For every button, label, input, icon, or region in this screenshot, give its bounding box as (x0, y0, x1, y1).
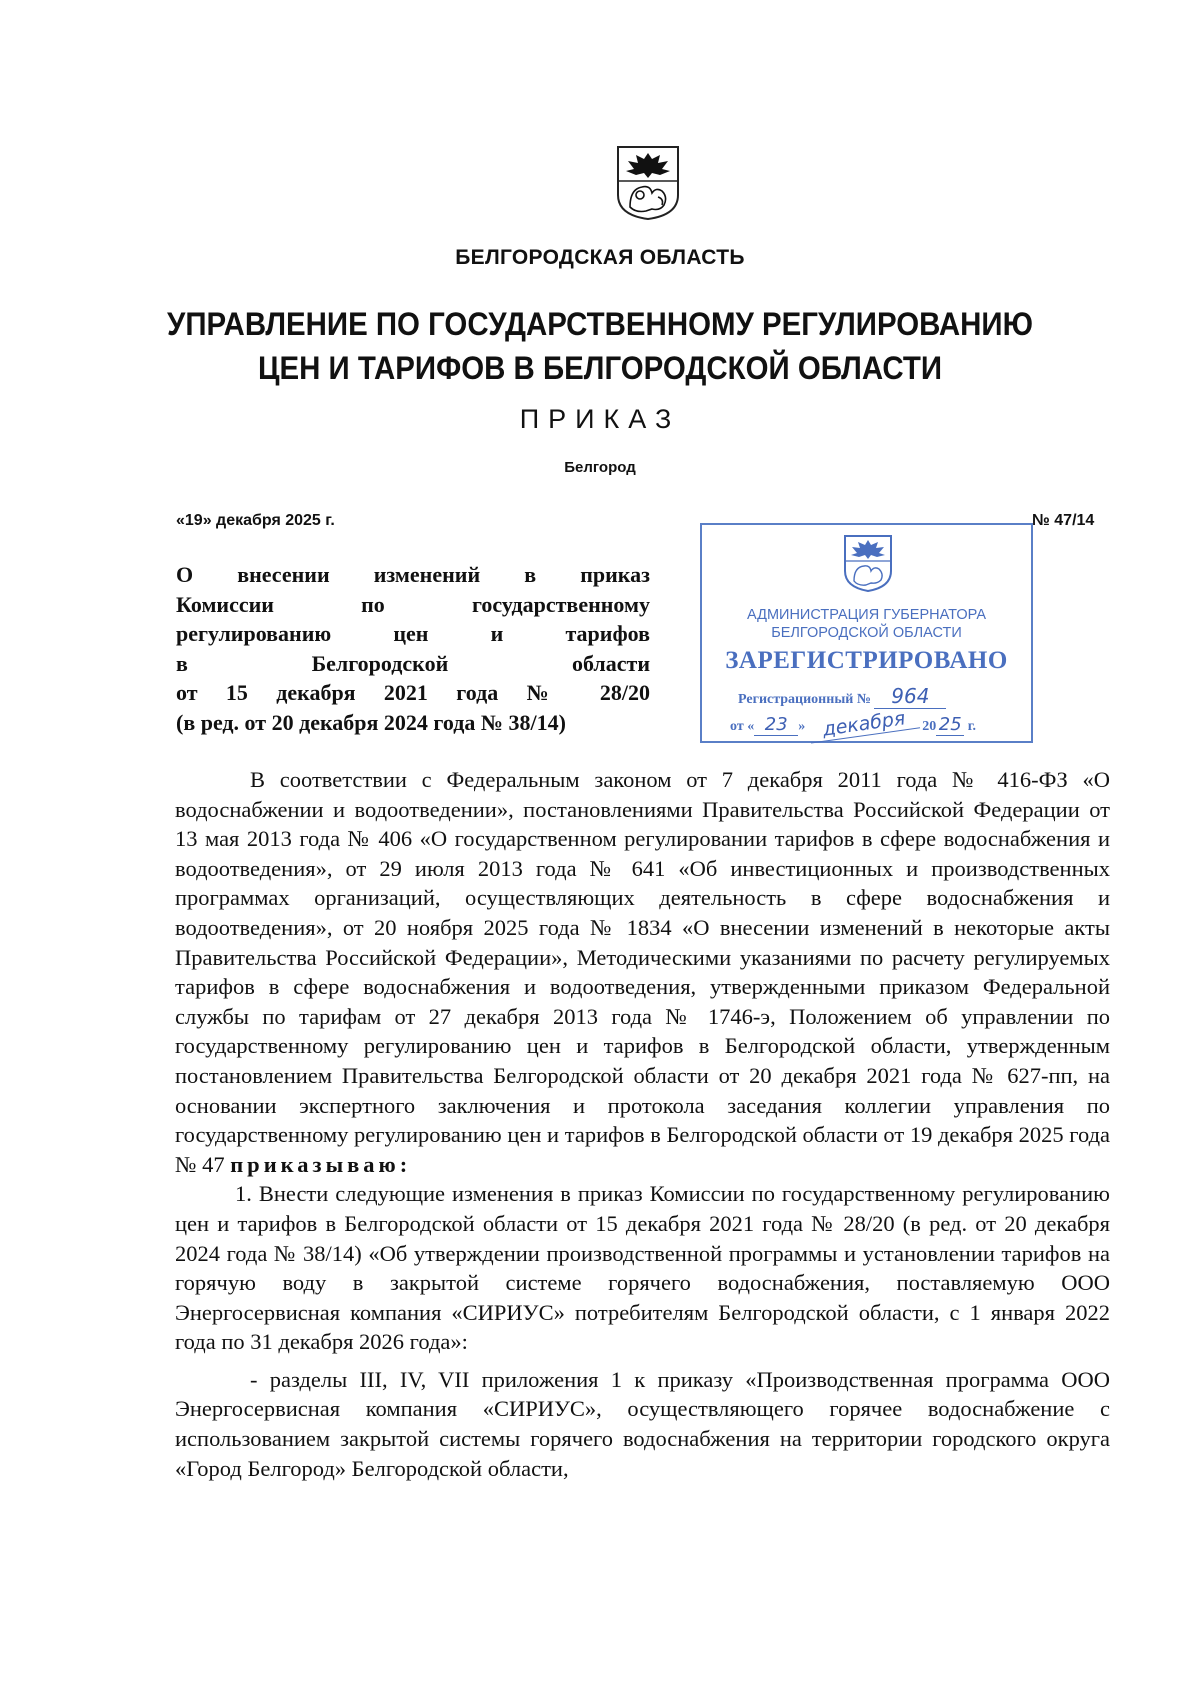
subject-line: регулированию цен и тарифов (176, 621, 650, 646)
stamp-reg-number: 964 (874, 684, 946, 709)
stamp-emblem-icon (842, 533, 894, 593)
subject-line: Комиссии по государственному (176, 591, 650, 617)
city: Белгород (564, 459, 636, 476)
subject-line: в Белгородской области (176, 650, 650, 676)
stamp-reg-label: Регистрационный № (738, 692, 871, 707)
region-title: БЕЛГОРОДСКАЯ ОБЛАСТЬ (455, 246, 745, 269)
stamp-year-suffix: г. (967, 719, 976, 734)
stamp-line1: АДМИНИСТРАЦИЯ ГУБЕРНАТОРА (746, 607, 987, 623)
preamble-text: В соответствии с Федеральным законом от 7 декабря 2011 года № 416-ФЗ «О водоснабжении и водоотведении», постановлениями Правительства Российской Федерации от 13 мая 2013 года № 406 «О государственном регулировании тарифов в сфере водоснабжения и водоотведения», от 29 июля 2013 года № 641 «Об инвестиционных и производственных программах организаций, осуществляющих деятельность в сфере водоснабжения и водоотведения», от 20 ноября 2025 года № 1834 «О внесении изменений в некоторые акты Правительства Российской Федерации», Методическими указаниями по расчету регулируемых тарифов в сфере водоснабжения и водоотведения, утвержденными приказом Федеральной службы по тарифам от 27 декабря 2013 года № 1746-э, Положением об управлении по государственному регулированию цен и тарифов в Белгородской области, утвержденным постановлением Правительства Белгородской области от 20 декабря 2021 года № 627-пп, на основании экспертного заключения и протокола заседания коллегии управления по государственному регулированию цен и тарифов в Белгородской области от 19 декабря 2025 года № 47 (175, 767, 1110, 1177)
document-subject (176, 560, 650, 737)
document-date: «19» декабря 2025 г. (176, 512, 335, 529)
coat-of-arms-emblem (616, 145, 680, 221)
stamp-date-prefix: от « (730, 719, 755, 734)
paragraph-item-sections: - разделы III, IV, VII приложения 1 к приказу «Производственная программа ООО Энергосервисная компания «СИРИУС», осуществляющего горячее водоснабжение с использованием закрытой системы горячего водоснабжения на территории городского округа «Город Белгород» Белгородской области, (175, 1366, 1110, 1481)
stamp-year-prefix: 20 (922, 719, 937, 734)
order-word: приказываю: (230, 1151, 412, 1177)
stamp-date-row (730, 707, 976, 741)
stamp-day: 23 (754, 714, 798, 736)
organization-title-line2: ЦЕН И ТАРИФОВ В БЕЛГОРОДСКОЙ ОБЛАСТИ (257, 350, 943, 386)
paragraph-item-1: 1. Внести следующие изменения в приказ Комиссии по государственному регулированию цен и тарифов в Белгородской области от 15 декабря 2021 года № 28/20 (в ред. от 20 декабря 2024 года № 38/14) «Об утверждении производственной программы и установлении тарифов на горячую воду в закрытой системе горячего водоснабжения, поставляемую ООО Энергосервисная компания «СИРИУС» потребителям Белгородской области, с 1 января 2022 года по 31 декабря 2026 года»: (175, 1181, 1110, 1355)
organization-title-line1: УПРАВЛЕНИЕ ПО ГОСУДАРСТВЕННОМУ РЕГУЛИРОВАНИЮ (167, 306, 1033, 342)
subject-line: О внесении изменений в приказ (176, 562, 650, 587)
document-type: ПРИКАЗ (519, 404, 681, 434)
stamp-line2: БЕЛГОРОДСКОЙ ОБЛАСТИ (771, 625, 962, 641)
subject-line: (в ред. от 20 декабря 2024 года № 38/14) (176, 709, 566, 735)
document-body (175, 765, 1110, 1483)
document-number: № 47/14 (1032, 512, 1095, 529)
paragraph-preamble (175, 765, 1110, 1179)
stamp-month: декабря (808, 705, 920, 743)
stamp-date-mid: » (798, 719, 806, 734)
registration-stamp (700, 523, 1033, 743)
subject-line: от 15 декабря 2021 года № 28/20 (176, 680, 650, 705)
stamp-registered: ЗАРЕГИСТРИРОВАНО (725, 647, 1008, 674)
organization-title (48, 302, 1152, 390)
stamp-year: 25 (936, 714, 964, 736)
